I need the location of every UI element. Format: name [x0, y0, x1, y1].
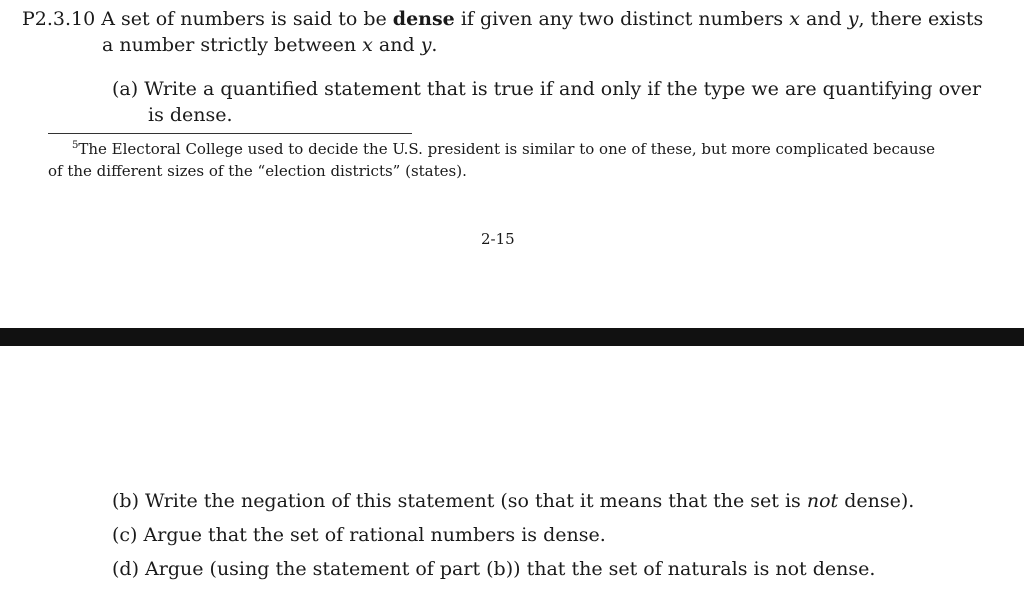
page-number: 2-15: [481, 230, 515, 248]
part-c: [112, 524, 606, 546]
footnote-rule: [48, 133, 412, 134]
line2-text: a number strictly between: [102, 34, 357, 56]
part-b-text-end: dense).: [844, 490, 915, 512]
part-a-text: Write a quantified statement that is true if and only if the type we are quantifying over: [144, 78, 982, 100]
part-c-text: Argue that the set of rational numbers is dense.: [143, 524, 606, 546]
part-a: [112, 78, 981, 100]
line2-and: and: [378, 34, 415, 56]
problem-statement-line-1: [22, 8, 983, 30]
intro-tail: , there exists: [858, 8, 984, 30]
part-b-label: (b): [112, 490, 139, 512]
part-d: [112, 558, 875, 580]
and-word: and: [805, 8, 842, 30]
line2-end: .: [431, 34, 438, 56]
page-break-bar: [0, 328, 1024, 346]
intro-text-continued: if given any two distinct numbers: [460, 8, 784, 30]
part-c-label: (c): [112, 524, 138, 546]
footnote-text: The Electoral College used to decide the U.S. president is similar to one of these, but more complicated because: [78, 140, 936, 158]
part-d-label: (d): [112, 558, 139, 580]
term-dense: dense: [392, 8, 455, 30]
part-b-text: Write the negation of this statement (so that it means that the set is: [145, 490, 801, 512]
line2-var-x: x: [362, 34, 373, 56]
part-b: [112, 490, 914, 512]
part-a-text-line2: is dense.: [148, 104, 233, 126]
intro-text: A set of numbers is said to be: [101, 8, 387, 30]
footnote-marker: 5: [72, 140, 79, 151]
footnote-text-line2: of the different sizes of the “election districts” (states).: [48, 162, 467, 180]
part-a-label: (a): [112, 78, 139, 100]
footnote-line-2: [48, 162, 467, 180]
var-y: y: [847, 8, 859, 30]
part-b-italic-not: not: [806, 490, 839, 512]
var-x: x: [789, 8, 800, 30]
line2-var-y: y: [420, 34, 432, 56]
problem-statement-line-2: [102, 34, 437, 56]
problem-id: P2.3.10: [22, 8, 96, 30]
part-a-continued: [148, 104, 233, 126]
footnote-line-1: [72, 140, 935, 158]
part-d-text: Argue (using the statement of part (b)) that the set of naturals is not dense.: [145, 558, 876, 580]
